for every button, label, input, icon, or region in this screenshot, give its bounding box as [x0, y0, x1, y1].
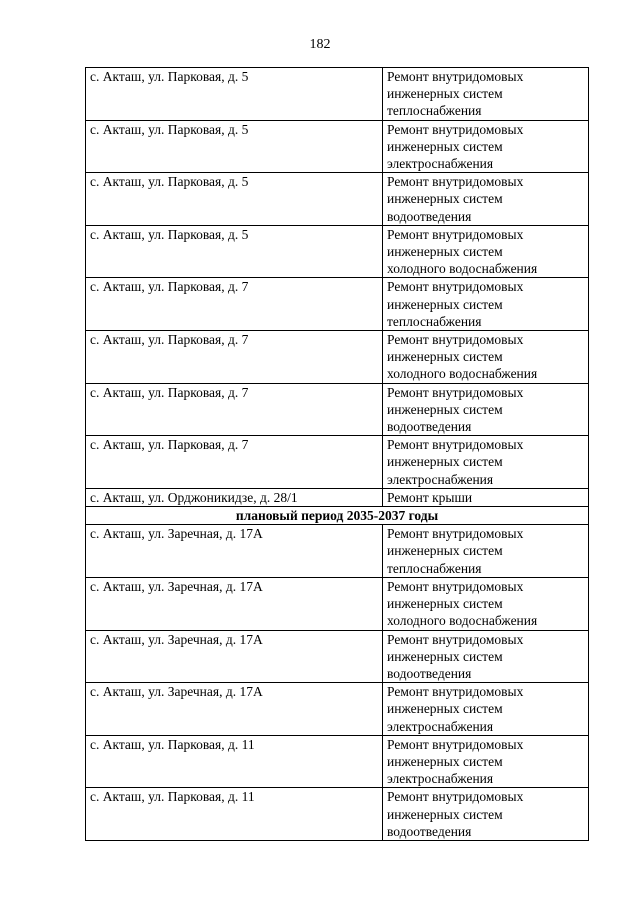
- work-line: инженерных систем: [387, 543, 503, 559]
- address-cell: с. Акташ, ул. Парковая, д. 5: [86, 120, 383, 173]
- work-line: теплоснабжения: [387, 313, 482, 329]
- work-line: Ремонт внутридомовых: [387, 437, 524, 453]
- work-line: Ремонт внутридомовых: [387, 384, 524, 400]
- work-line: инженерных систем: [387, 596, 503, 612]
- work-line: Ремонт внутридомовых: [387, 121, 524, 137]
- work-cell: [383, 120, 589, 173]
- work-line: Ремонт внутридомовых: [387, 279, 524, 295]
- work-line: Ремонт внутридомовых: [387, 684, 524, 700]
- address-cell: с. Акташ, ул. Парковая, д. 11: [86, 735, 383, 788]
- table-row: [86, 68, 589, 121]
- work-line: инженерных систем: [387, 191, 503, 207]
- work-line: инженерных систем: [387, 454, 503, 470]
- work-line: электроснабжения: [387, 718, 494, 734]
- table-row: [86, 278, 589, 331]
- section-row: [86, 507, 589, 525]
- table-row: [86, 525, 589, 578]
- work-line: инженерных систем: [387, 138, 503, 154]
- work-line: Ремонт внутридомовых: [387, 226, 524, 242]
- work-cell: [383, 278, 589, 331]
- work-cell: [383, 225, 589, 278]
- work-line: электроснабжения: [387, 771, 494, 787]
- work-line: инженерных систем: [387, 86, 503, 102]
- work-line: Ремонт внутридомовых: [387, 332, 524, 348]
- work-line: Ремонт крыши: [387, 489, 473, 505]
- address-cell: с. Акташ, ул. Заречная, д. 17А: [86, 683, 383, 736]
- works-table-group-2: [86, 525, 589, 841]
- works-table: [85, 67, 589, 841]
- address-cell: с. Акташ, ул. Заречная, д. 17А: [86, 577, 383, 630]
- work-line: Ремонт внутридомовых: [387, 69, 524, 84]
- work-cell: [383, 788, 589, 841]
- work-line: Ремонт внутридомовых: [387, 526, 524, 542]
- table-row: [86, 488, 589, 506]
- work-cell: [383, 488, 589, 506]
- work-line: теплоснабжения: [387, 103, 482, 119]
- address-cell: с. Акташ, ул. Парковая, д. 5: [86, 68, 383, 121]
- work-line: инженерных систем: [387, 701, 503, 717]
- work-line: электроснабжения: [387, 156, 494, 172]
- address-cell: с. Акташ, ул. Парковая, д. 5: [86, 225, 383, 278]
- works-table-group-1: [86, 68, 589, 507]
- work-line: инженерных систем: [387, 296, 503, 312]
- work-line: холодного водоснабжения: [387, 366, 538, 382]
- work-line: инженерных систем: [387, 349, 503, 365]
- work-cell: [383, 173, 589, 226]
- work-line: Ремонт внутридомовых: [387, 631, 524, 647]
- table-row: [86, 630, 589, 683]
- work-line: холодного водоснабжения: [387, 613, 538, 629]
- work-line: холодного водоснабжения: [387, 261, 538, 277]
- table-row: [86, 507, 589, 525]
- table-row: [86, 383, 589, 436]
- work-line: электроснабжения: [387, 471, 494, 487]
- work-line: Ремонт внутридомовых: [387, 736, 524, 752]
- work-line: Ремонт внутридомовых: [387, 789, 524, 805]
- work-line: инженерных систем: [387, 753, 503, 769]
- table-row: [86, 577, 589, 630]
- address-cell: с. Акташ, ул. Заречная, д. 17А: [86, 630, 383, 683]
- work-line: инженерных систем: [387, 806, 503, 822]
- work-line: водоотведения: [387, 419, 472, 435]
- work-line: инженерных систем: [387, 648, 503, 664]
- work-cell: [383, 577, 589, 630]
- work-line: водоотведения: [387, 208, 472, 224]
- address-cell: с. Акташ, ул. Парковая, д. 7: [86, 383, 383, 436]
- table-row: [86, 735, 589, 788]
- address-cell: с. Акташ, ул. Орджоникидзе, д. 28/1: [86, 488, 383, 506]
- address-cell: с. Акташ, ул. Парковая, д. 7: [86, 278, 383, 331]
- table-row: [86, 173, 589, 226]
- section-header: плановый период 2035-2037 годы: [86, 507, 589, 525]
- work-cell: [383, 525, 589, 578]
- work-line: Ремонт внутридомовых: [387, 578, 524, 594]
- work-cell: [383, 683, 589, 736]
- table-row: [86, 436, 589, 489]
- work-line: Ремонт внутридомовых: [387, 174, 524, 190]
- work-cell: [383, 383, 589, 436]
- address-cell: с. Акташ, ул. Парковая, д. 5: [86, 173, 383, 226]
- work-line: инженерных систем: [387, 244, 503, 260]
- work-cell: [383, 331, 589, 384]
- table-row: [86, 225, 589, 278]
- work-cell: [383, 68, 589, 121]
- work-cell: [383, 630, 589, 683]
- work-line: водоотведения: [387, 823, 472, 839]
- address-cell: с. Акташ, ул. Парковая, д. 7: [86, 331, 383, 384]
- table-row: [86, 788, 589, 841]
- table-row: [86, 120, 589, 173]
- address-cell: с. Акташ, ул. Заречная, д. 17А: [86, 525, 383, 578]
- work-cell: [383, 735, 589, 788]
- address-cell: с. Акташ, ул. Парковая, д. 7: [86, 436, 383, 489]
- address-cell: с. Акташ, ул. Парковая, д. 11: [86, 788, 383, 841]
- table-row: [86, 683, 589, 736]
- work-line: инженерных систем: [387, 401, 503, 417]
- work-line: водоотведения: [387, 665, 472, 681]
- work-line: теплоснабжения: [387, 560, 482, 576]
- work-cell: [383, 436, 589, 489]
- page-number: 182: [309, 37, 331, 52]
- table-row: [86, 331, 589, 384]
